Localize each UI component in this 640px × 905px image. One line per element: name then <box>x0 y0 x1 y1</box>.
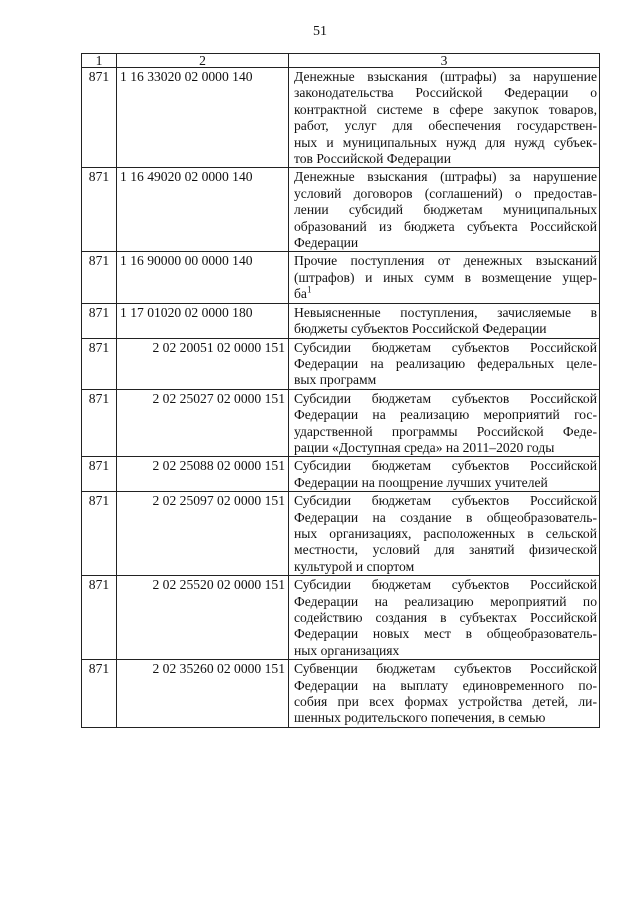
description-line: Субсидии бюджетам субъектов Российской <box>294 458 597 474</box>
header-col-3: 3 <box>289 54 600 68</box>
description-cell <box>289 660 600 728</box>
admin-code-cell: 871 <box>82 576 117 660</box>
table-row <box>82 252 600 303</box>
table-row <box>82 338 600 389</box>
budget-code-cell: 1 17 01020 02 0000 180 <box>117 303 289 338</box>
header-col-2: 2 <box>117 54 289 68</box>
description-line: бюджеты субъектов Российской Федерации <box>294 321 547 337</box>
description-cell <box>289 168 600 252</box>
page-number: 51 <box>313 24 327 39</box>
budget-code-cell: 2 02 35260 02 0000 151 <box>117 660 289 728</box>
budget-code-cell: 1 16 33020 02 0000 140 <box>117 68 289 168</box>
description-line: ных организациях <box>294 642 400 658</box>
description-line: Субсидии бюджетам субъектов Российской <box>294 339 597 355</box>
description-line: вых программ <box>294 372 377 388</box>
description-line: (штрафов) и иных сумм в возмещение ущер- <box>294 269 597 285</box>
header-col-1: 1 <box>82 54 117 68</box>
table-row <box>82 660 600 728</box>
table-row <box>82 68 600 168</box>
description-line: Федерации на реализацию мероприятий гос- <box>294 407 597 423</box>
admin-code-cell: 871 <box>82 168 117 252</box>
description-line: Денежные взыскания (штрафы) за нарушение <box>294 169 597 185</box>
admin-code-cell: 871 <box>82 338 117 389</box>
description-line: $ба^1$ <box>294 284 312 302</box>
admin-code-cell: 871 <box>82 303 117 338</box>
admin-code-cell: 871 <box>82 389 117 457</box>
table-header-row <box>82 54 600 68</box>
description-line: шенных родительского попечения, в семью <box>294 710 546 726</box>
description-line: лении субсидий бюджетам муниципальных <box>294 202 597 218</box>
revenue-codes-table <box>81 53 600 728</box>
description-line: Невыясненные поступления, зачисляемые в <box>294 304 597 320</box>
description-line: условий договоров (соглашений) о предостав- <box>294 185 597 201</box>
description-cell <box>289 303 600 338</box>
description-line: рации «Доступная среда» на 2011–2020 годы <box>294 439 555 455</box>
description-line: ударственной программы Российской Феде- <box>294 423 597 439</box>
description-line: контрактной системе в сфере закупок товаров, <box>294 101 597 117</box>
description-line: Федерации на поощрение лучших учителей <box>294 474 548 490</box>
description-cell <box>289 252 600 303</box>
table-row <box>82 389 600 457</box>
description-line: Субвенции бюджетам субъектов Российской <box>294 661 597 677</box>
description-line: Федерации на выплату единовременного по- <box>294 677 597 693</box>
description-line: тов Российской Федерации <box>294 151 451 167</box>
budget-code-cell: 1 16 90000 00 0000 140 <box>117 252 289 303</box>
description-line: образований из бюджета субъекта Российской <box>294 218 597 234</box>
description-line: Субсидии бюджетам субъектов Российской <box>294 577 597 593</box>
admin-code-cell: 871 <box>82 660 117 728</box>
description-line: работ, услуг для обеспечения государствен- <box>294 118 597 134</box>
admin-code-cell: 871 <box>82 68 117 168</box>
description-line: Федерации <box>294 235 359 251</box>
description-cell <box>289 389 600 457</box>
budget-code-cell: 2 02 20051 02 0000 151 <box>117 338 289 389</box>
budget-code-cell: 2 02 25088 02 0000 151 <box>117 457 289 492</box>
description-line: Денежные взыскания (штрафы) за нарушение <box>294 69 597 84</box>
description-cell <box>289 68 600 168</box>
description-cell <box>289 338 600 389</box>
admin-code-cell: 871 <box>82 492 117 576</box>
description-line: Федерации на создание в общеобразователь- <box>294 509 597 525</box>
footnote-marker: 1 <box>306 284 312 295</box>
budget-code-cell: 2 02 25097 02 0000 151 <box>117 492 289 576</box>
description-line: Прочие поступления от денежных взысканий <box>294 253 597 269</box>
budget-code-cell: 1 16 49020 02 0000 140 <box>117 168 289 252</box>
description-line: ных и муниципальных нужд для нужд субъек- <box>294 134 597 150</box>
table-row <box>82 457 600 492</box>
description-line: содействию создания в субъектах Российской <box>294 610 597 625</box>
admin-code-cell: 871 <box>82 457 117 492</box>
table-row <box>82 576 600 660</box>
description-line: собия при всех формах устройства детей, ли- <box>294 694 597 710</box>
description-line: Субсидии бюджетам субъектов Российской <box>294 390 597 406</box>
description-line: культурой и спортом <box>294 558 415 574</box>
table-row <box>82 168 600 252</box>
table-row <box>82 492 600 576</box>
description-line: Субсидии бюджетам субъектов Российской <box>294 493 597 509</box>
admin-code-cell: 871 <box>82 252 117 303</box>
description-line: законодательства Российской Федерации о <box>294 85 597 101</box>
description-line: Федерации на реализацию федеральных целе- <box>294 355 597 371</box>
description-cell <box>289 457 600 492</box>
description-cell <box>289 492 600 576</box>
description-line: ных организациях, расположенных в сельской <box>294 525 597 541</box>
description-line: местности, условий для занятий физической <box>294 542 597 558</box>
description-line: Федерации на реализацию мероприятий по <box>294 593 597 609</box>
description-cell <box>289 576 600 660</box>
budget-code-cell: 2 02 25027 02 0000 151 <box>117 389 289 457</box>
table-row <box>82 303 600 338</box>
description-line: Федерации новых мест в общеобразователь- <box>294 626 597 642</box>
budget-code-cell: 2 02 25520 02 0000 151 <box>117 576 289 660</box>
